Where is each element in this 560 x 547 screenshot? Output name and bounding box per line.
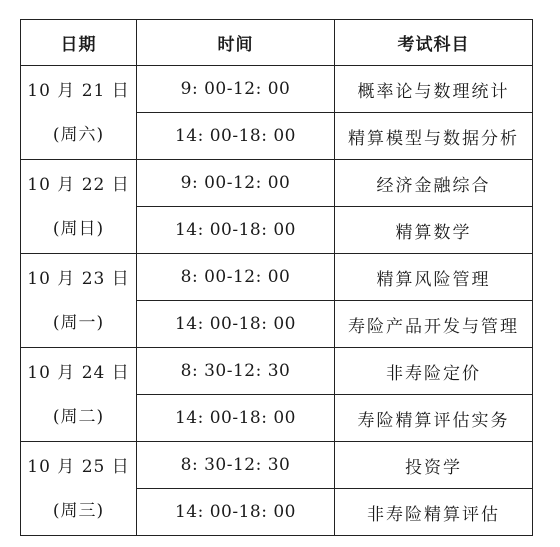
subject-cell: 精算风险管理 (335, 254, 533, 301)
header-date: 日期 (21, 20, 137, 66)
subject-cell: 投资学 (335, 442, 533, 489)
subject-cell: 经济金融综合 (335, 160, 533, 207)
time-cell: 14: 00-18: 00 (137, 113, 335, 160)
date-cell (21, 442, 137, 536)
time-cell: 14: 00-18: 00 (137, 395, 335, 442)
subject-cell: 非寿险定价 (335, 348, 533, 395)
table-header-row (21, 20, 533, 66)
weekday-text: (周六) (52, 124, 105, 145)
date-text: 10 月 24 日 (27, 362, 130, 383)
weekday-text: (周日) (52, 218, 105, 239)
weekday-text: (周三) (52, 500, 105, 521)
time-cell: 14: 00-18: 00 (137, 489, 335, 536)
exam-schedule-table (20, 19, 533, 536)
subject-cell: 寿险精算评估实务 (335, 395, 533, 442)
subject-cell: 寿险产品开发与管理 (335, 301, 533, 348)
time-cell: 9: 00-12: 00 (137, 160, 335, 207)
table-row (21, 442, 533, 489)
time-cell: 14: 00-18: 00 (137, 207, 335, 254)
date-text: 10 月 25 日 (27, 456, 130, 477)
weekday-text: (周一) (52, 312, 105, 333)
subject-cell: 非寿险精算评估 (335, 489, 533, 536)
header-time: 时间 (137, 20, 335, 66)
table-row (21, 254, 533, 301)
date-text: 10 月 21 日 (27, 80, 130, 101)
date-cell (21, 66, 137, 160)
time-cell: 9: 00-12: 00 (137, 66, 335, 113)
time-cell: 8: 30-12: 30 (137, 442, 335, 489)
date-cell (21, 348, 137, 442)
table-row (21, 348, 533, 395)
time-cell: 8: 00-12: 00 (137, 254, 335, 301)
subject-cell: 概率论与数理统计 (335, 66, 533, 113)
date-text: 10 月 23 日 (27, 268, 130, 289)
date-cell (21, 160, 137, 254)
subject-cell: 精算模型与数据分析 (335, 113, 533, 160)
weekday-text: (周二) (52, 406, 105, 427)
subject-cell: 精算数学 (335, 207, 533, 254)
table-row (21, 160, 533, 207)
table-row (21, 66, 533, 113)
time-cell: 8: 30-12: 30 (137, 348, 335, 395)
date-text: 10 月 22 日 (27, 174, 130, 195)
time-cell: 14: 00-18: 00 (137, 301, 335, 348)
header-subject: 考试科目 (335, 20, 533, 66)
date-cell (21, 254, 137, 348)
